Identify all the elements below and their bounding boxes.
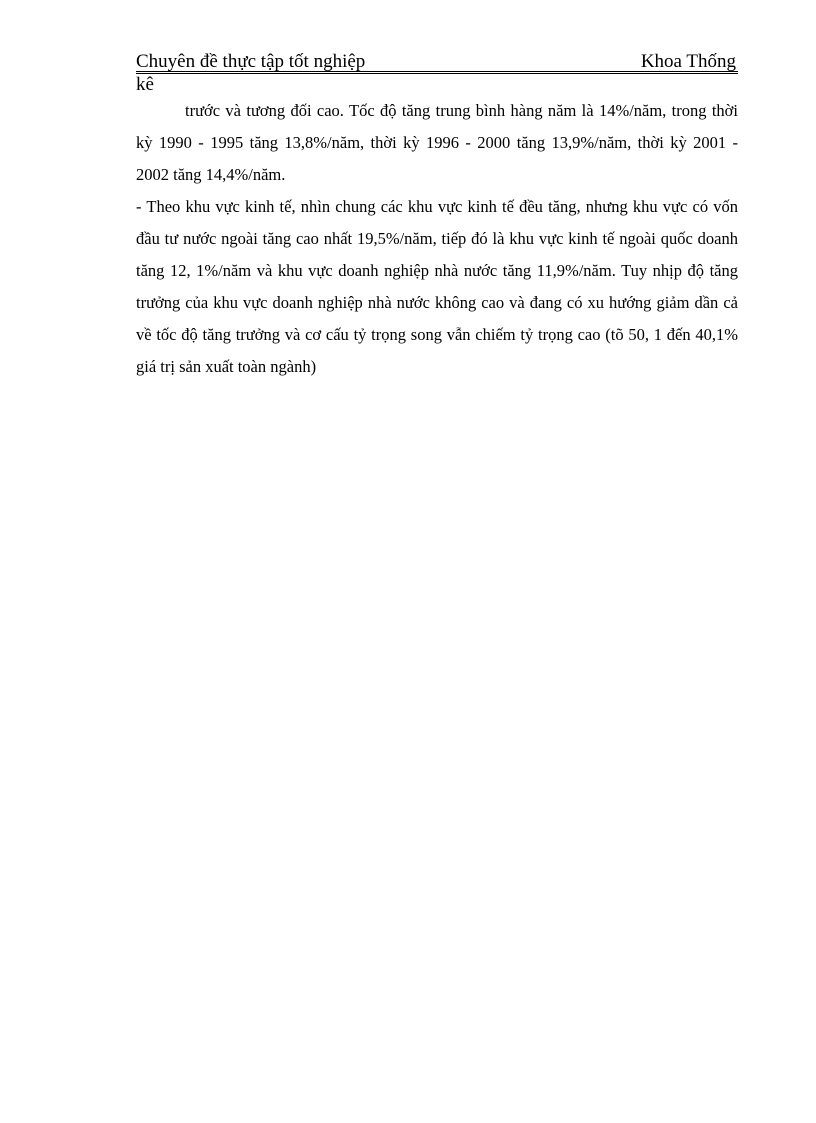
body-text <box>136 95 738 383</box>
header-department-wrap: kê <box>136 74 154 95</box>
paragraph-economic-sectors: - Theo khu vực kinh tế, nhìn chung các khu vực kinh tế đều tăng, nhưng khu vực có vốn đầu tư nước ngoài tăng cao nhất 19,5%/năm, tiếp đó là khu vực kinh tế ngoài quốc doanh tăng 12, 1%/năm và khu vực doanh nghiệp nhà nước tăng 11,9%/năm. Tuy nhịp độ tăng trưởng của khu vực doanh nghiệp nhà nước không cao và đang có xu hướng giảm dần cả về tốc độ tăng trưởng và cơ cấu tỷ trọng song vẫn chiếm tỷ trọng cao (tõ 50, 1 đến 40,1% giá trị sản xuất toàn ngành) <box>136 197 738 376</box>
header-title: Chuyên đề thực tập tốt nghiệp <box>136 51 366 72</box>
header-department: Khoa Thống <box>640 51 736 72</box>
header-rule <box>136 71 738 72</box>
header-rule-double <box>136 73 738 74</box>
paragraph-growth-rate: trước và tương đối cao. Tốc độ tăng trung bình hàng năm là 14%/năm, trong thời kỳ 1990 - 1995 tăng 13,8%/năm, thời kỳ 1996 - 2000 tăng 13,9%/năm, thời kỳ 2001 - 2002 tăng 14,4%/năm. <box>136 101 738 184</box>
